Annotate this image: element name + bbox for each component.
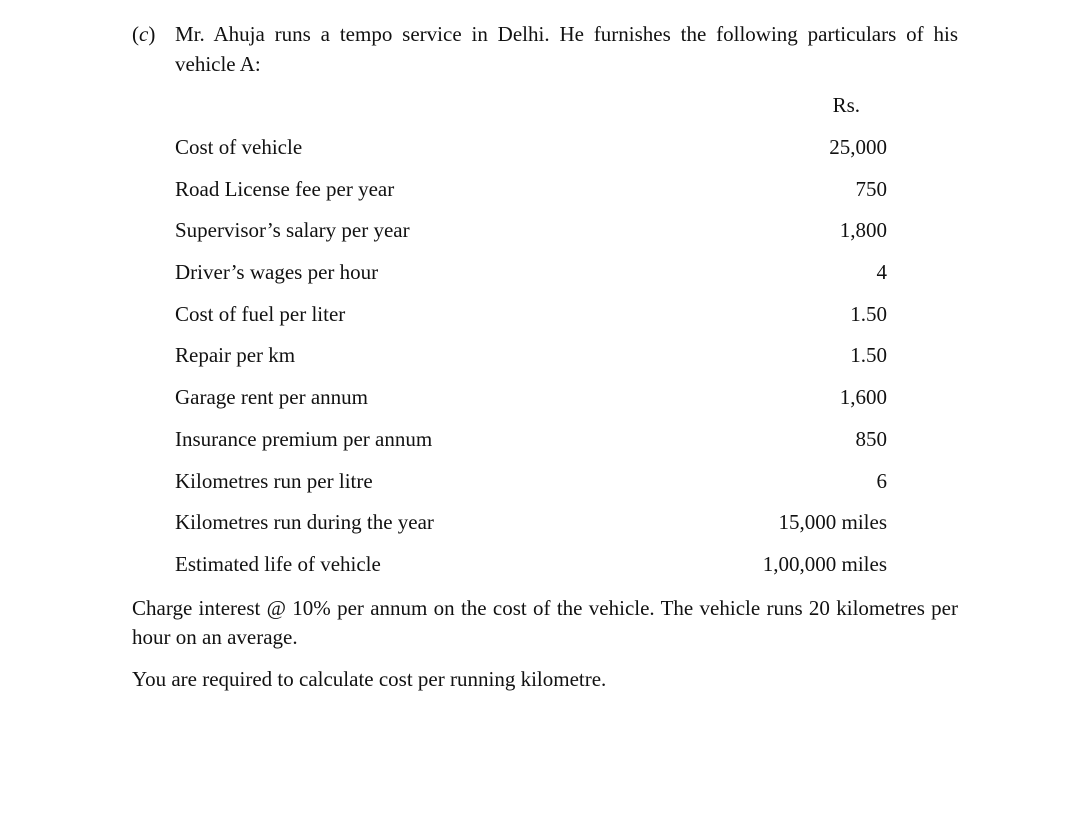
row-value: 6 (876, 468, 887, 493)
row-value: 25,000 (829, 135, 887, 159)
row-description: Insurance premium per annum (175, 426, 433, 451)
row-value: 1.50 (850, 343, 887, 368)
question-intro (132, 19, 958, 79)
row-value: 1,00,000 miles (762, 551, 887, 576)
row-value: 15,000 miles (778, 510, 887, 535)
question-intro-text: Mr. Ahuja runs a tempo service in Delhi. He furnishes the following particulars of his vehicle A: (175, 22, 958, 76)
table-row (175, 259, 887, 301)
row-description: Kilometres run during the year (175, 510, 434, 535)
table-row (175, 384, 887, 426)
row-description: Cost of vehicle (175, 135, 303, 159)
currency-header: Rs. (832, 93, 860, 117)
row-value: 850 (855, 426, 887, 451)
table-row (175, 468, 887, 510)
particulars-table (175, 134, 887, 593)
table-row (175, 509, 887, 551)
row-value: 1.50 (850, 301, 887, 326)
table-row (175, 551, 887, 593)
row-description: Supervisor’s salary per year (175, 218, 410, 243)
row-description: Garage rent per annum (175, 385, 368, 410)
table-row (175, 176, 887, 218)
row-description: Kilometres run per litre (175, 468, 373, 493)
row-value: 1,600 (839, 385, 887, 410)
table-row (175, 342, 887, 384)
table-row (175, 217, 887, 259)
row-description: Road License fee per year (175, 176, 395, 201)
row-value: 750 (855, 176, 887, 201)
requirement-paragraph: You are required to calculate cost per running kilometre. (132, 667, 607, 691)
row-description: Driver’s wages per hour (175, 260, 379, 285)
row-description: Repair per km (175, 343, 296, 368)
interest-paragraph: Charge interest @ 10% per annum on the cost of the vehicle. The vehicle runs 20 kilometres per hour on an average. (132, 596, 958, 649)
row-description: Cost of fuel per liter (175, 301, 346, 326)
row-value: 4 (876, 260, 887, 285)
row-value: 1,800 (839, 218, 887, 243)
table-row (175, 301, 887, 343)
table-row (175, 426, 887, 468)
row-description: Estimated life of vehicle (175, 551, 381, 576)
table-row (175, 134, 887, 176)
question-label: (c) (132, 22, 156, 46)
